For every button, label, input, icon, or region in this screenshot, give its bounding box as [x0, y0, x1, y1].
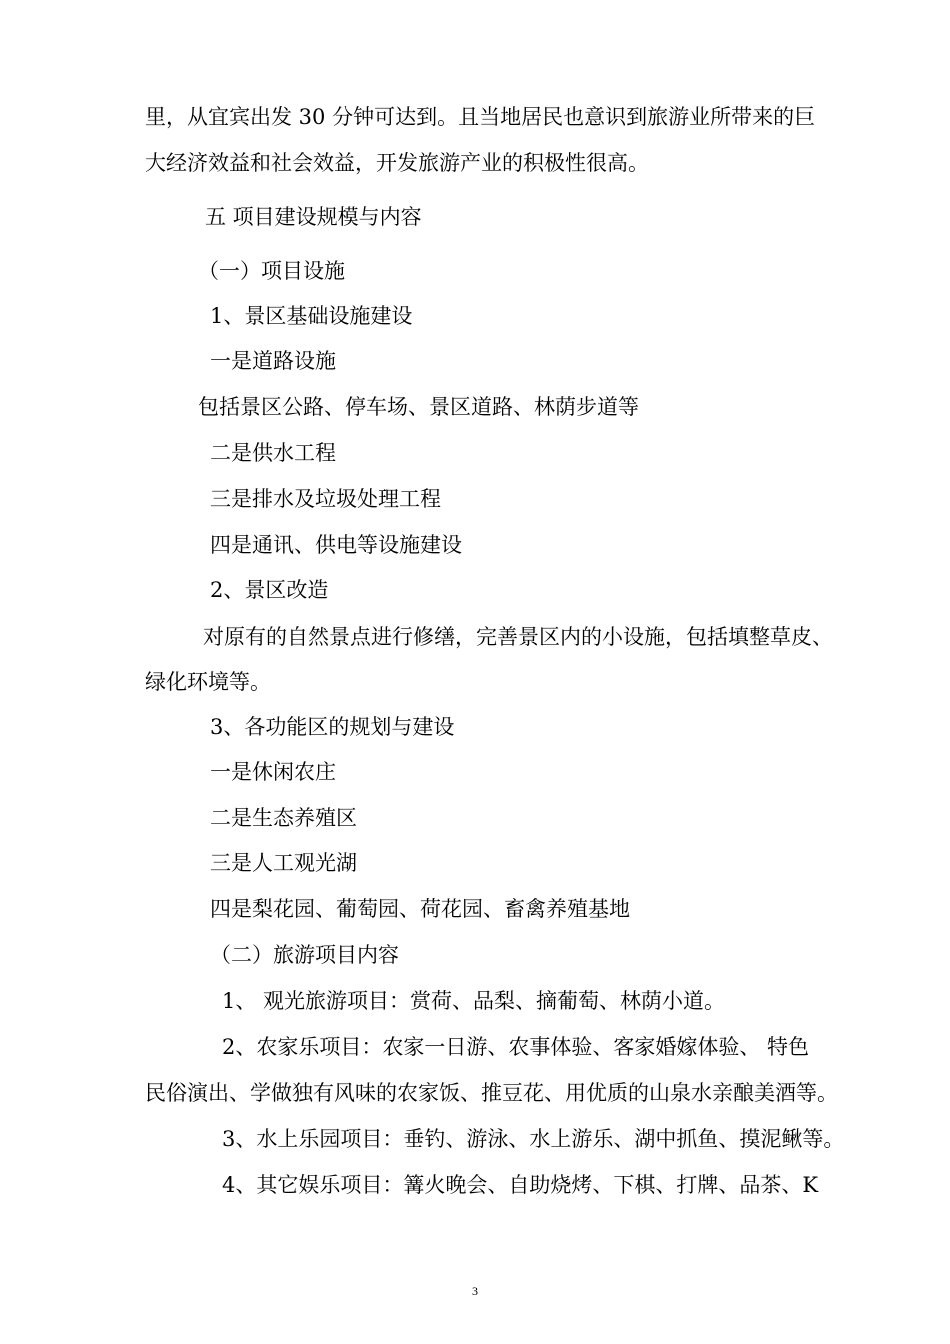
project-line-4: 4、其它娱乐项目：篝火晚会、自助烧烤、下棋、打牌、品茶、K	[222, 1173, 819, 1197]
item-heading-2: 2、景区改造	[210, 578, 329, 602]
item-heading-3: 3、各功能区的规划与建设	[210, 715, 455, 739]
list-line-6: 二是生态养殖区	[210, 806, 357, 830]
list-line-7: 三是人工观光湖	[210, 851, 357, 875]
project-line-3: 3、水上乐园项目：垂钓、游泳、水上游乐、湖中抓鱼、摸泥鳅等。	[222, 1127, 845, 1151]
subsection-heading-2: （二）旅游项目内容	[210, 943, 399, 967]
list-line-1: 一是道路设施	[210, 349, 336, 373]
list-line-3: 三是排水及垃圾处理工程	[210, 487, 441, 511]
list-line-4: 四是通讯、供电等设施建设	[210, 533, 462, 557]
body-line-3: 包括景区公路、停车场、景区道路、林荫步道等	[198, 395, 639, 419]
page-number: 3	[472, 1284, 478, 1298]
list-line-5: 一是休闲农庄	[210, 760, 336, 784]
project-line-1: 1、 观光旅游项目：赏荷、品梨、摘葡萄、林荫小道。	[222, 989, 726, 1013]
body-line-5: 绿化环境等。	[145, 670, 271, 694]
list-line-8: 四是梨花园、葡萄园、荷花园、畜禽养殖基地	[210, 897, 630, 921]
subsection-heading-1: （一）项目设施	[198, 259, 345, 283]
body-line-1: 里，从宜宾出发 30 分钟可达到。且当地居民也意识到旅游业所带来的巨	[145, 105, 816, 129]
list-line-2: 二是供水工程	[210, 441, 336, 465]
item-heading-1: 1、景区基础设施建设	[210, 304, 413, 328]
section-heading: 五 项目建设规模与内容	[205, 205, 422, 229]
project-line-2: 2、农家乐项目：农家一日游、农事体验、客家婚嫁体验、 特色	[222, 1035, 810, 1059]
project-line-2-cont: 民俗演出、学做独有风味的农家饭、推豆花、用优质的山泉水亲酿美酒等。	[145, 1081, 838, 1105]
body-line-2: 大经济效益和社会效益，开发旅游产业的积极性很高。	[145, 151, 649, 175]
body-line-4: 对原有的自然景点进行修缮，完善景区内的小设施，包括填整草皮、	[203, 625, 833, 649]
